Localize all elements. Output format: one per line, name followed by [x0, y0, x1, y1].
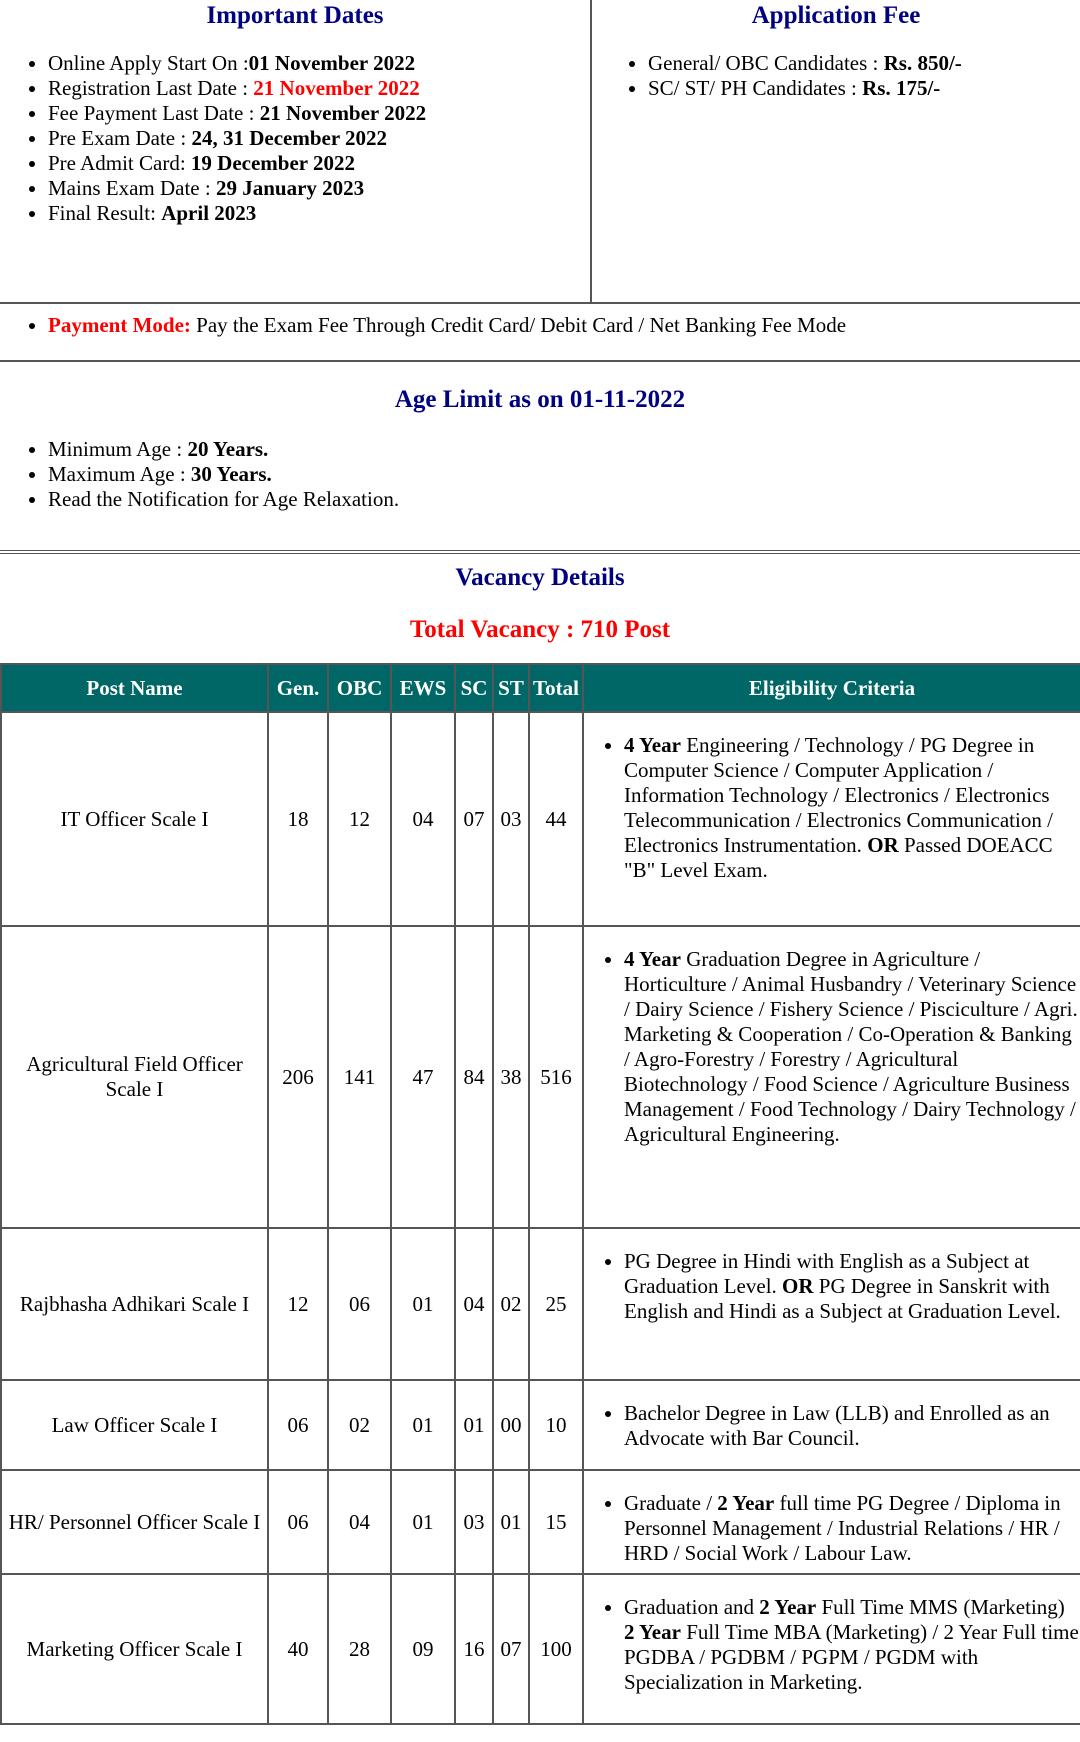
post-name-cell: HR/ Personnel Officer Scale I	[1, 1470, 268, 1574]
date-label: Online Apply Start On :	[48, 51, 249, 75]
eligibility-cell	[583, 1574, 1080, 1724]
eligibility-text: Passed DOEACC "B" Level Exam.	[624, 833, 1053, 882]
date-label: Registration Last Date :	[48, 76, 254, 100]
vacancy-details-title: Vacancy Details	[455, 564, 625, 591]
ews-cell: 04	[391, 712, 455, 926]
date-label: Final Result:	[48, 201, 162, 225]
header-post-name: Post Name	[1, 664, 268, 712]
eligibility-text: Graduate /	[624, 1491, 718, 1515]
age-label: Minimum Age :	[48, 437, 188, 461]
date-label: Pre Exam Date :	[48, 126, 192, 150]
age-limit-list	[0, 437, 399, 512]
post-name-cell: IT Officer Scale I	[1, 712, 268, 926]
date-value: 29 January 2023	[215, 176, 365, 200]
date-item	[48, 76, 590, 101]
date-value: 21 November 2022	[259, 101, 427, 125]
eligibility-emphasis: 2 Year	[759, 1595, 817, 1619]
application-fee-panel	[592, 0, 1080, 302]
eligibility-text: PG Degree in Hindi with English as a Subject at Graduation Level.	[624, 1249, 1030, 1298]
important-dates-list	[0, 51, 590, 226]
eligibility-emphasis: 4 Year	[624, 733, 681, 757]
gen-cell: 12	[268, 1228, 328, 1380]
total-cell: 44	[529, 712, 583, 926]
table-row	[1, 1574, 1080, 1724]
obc-cell: 04	[328, 1470, 391, 1574]
sc-cell: 04	[455, 1228, 493, 1380]
sc-cell: 07	[455, 712, 493, 926]
table-row	[1, 1228, 1080, 1380]
obc-cell: 141	[328, 926, 391, 1228]
header-total: Total	[529, 664, 583, 712]
eligibility-emphasis: 2 Year	[624, 1620, 681, 1644]
date-value-highlight: 21 November 2022	[253, 76, 420, 100]
obc-cell: 28	[328, 1574, 391, 1724]
eligibility-text: PG Degree in Sanskrit with English and Hindi as a Subject at Graduation Level.	[624, 1274, 1061, 1323]
st-cell: 38	[493, 926, 529, 1228]
total-cell: 25	[529, 1228, 583, 1380]
eligibility-cell	[583, 926, 1080, 1228]
total-cell: 15	[529, 1470, 583, 1574]
date-item	[48, 51, 590, 76]
header-obc: OBC	[328, 664, 391, 712]
gen-cell: 206	[268, 926, 328, 1228]
eligibility-text: Graduation and	[624, 1595, 760, 1619]
eligibility-emphasis: 2 Year	[717, 1491, 775, 1515]
vacancy-table	[0, 663, 1080, 1725]
post-name-cell: Law Officer Scale I	[1, 1380, 268, 1470]
important-dates-title: Important Dates	[206, 2, 384, 29]
st-cell: 03	[493, 712, 529, 926]
total-cell: 100	[529, 1574, 583, 1724]
eligibility-text: Full Time MMS (Marketing)	[816, 1595, 1065, 1619]
fee-label: General/ OBC Candidates :	[648, 51, 884, 75]
gen-cell: 06	[268, 1470, 328, 1574]
eligibility-list	[584, 1595, 1080, 1695]
eligibility-list	[584, 1249, 1080, 1324]
obc-cell: 06	[328, 1228, 391, 1380]
post-name-cell: Rajbhasha Adhikari Scale I	[1, 1228, 268, 1380]
eligibility-emphasis: OR	[867, 833, 899, 857]
eligibility-item	[624, 1491, 1080, 1566]
total-vacancy: Total Vacancy : 710 Post	[409, 616, 671, 643]
eligibility-text: Engineering / Technology / PG Degree in Computer Science / Computer Application / Information Technology / Electronics / Electronics Telecommunication / Electronics Communication / Electronics Instrumentation.	[624, 733, 1053, 857]
eligibility-cell	[583, 712, 1080, 926]
total-cell: 10	[529, 1380, 583, 1470]
table-row	[1, 1470, 1080, 1574]
ews-cell: 01	[391, 1470, 455, 1574]
age-item	[48, 462, 399, 487]
date-item	[48, 201, 590, 226]
sc-cell: 01	[455, 1380, 493, 1470]
date-label: Mains Exam Date :	[48, 176, 216, 200]
age-limit-section	[0, 362, 1080, 554]
eligibility-list	[584, 1491, 1080, 1566]
application-fee-title: Application Fee	[751, 2, 921, 29]
total-cell: 516	[529, 926, 583, 1228]
ews-cell: 01	[391, 1380, 455, 1470]
eligibility-emphasis: 4 Year	[624, 947, 681, 971]
date-value: April 2023	[161, 201, 257, 225]
table-row	[1, 926, 1080, 1228]
header-ews: EWS	[391, 664, 455, 712]
age-item	[48, 487, 399, 512]
obc-cell: 02	[328, 1380, 391, 1470]
eligibility-text: Full Time MBA (Marketing) / 2 Year Full time PGDBA / PGDBM / PGPM / PGDM with Specialization in Marketing.	[624, 1620, 1079, 1694]
st-cell: 00	[493, 1380, 529, 1470]
gen-cell: 06	[268, 1380, 328, 1470]
eligibility-item	[624, 1249, 1080, 1324]
sc-cell: 84	[455, 926, 493, 1228]
vacancy-table-body	[1, 712, 1080, 1724]
date-value: 24, 31 December 2022	[191, 126, 388, 150]
eligibility-text: Graduation Degree in Agriculture / Horticulture / Animal Husbandry / Veterinary Science / Dairy Science / Fishery Science / Pisciculture / Agri. Marketing & Cooperation / Co-Operation & Banking / Agro-Forestry / Forestry / Agricultural Biotechnology / Food Science / Agriculture Business Management / Food Technology / Dairy Technology / Agricultural Engineering.	[624, 947, 1078, 1146]
obc-cell: 12	[328, 712, 391, 926]
header-eligibility: Eligibility Criteria	[583, 664, 1080, 712]
payment-mode-text: Pay the Exam Fee Through Credit Card/ Debit Card / Net Banking Fee Mode	[190, 313, 847, 337]
age-item	[48, 437, 399, 462]
eligibility-item	[624, 733, 1080, 883]
eligibility-text: full time PG Degree / Diploma in Personnel Management / Industrial Relations / HR / HRD / Social Work / Labour Law.	[624, 1491, 1061, 1565]
eligibility-item	[624, 1401, 1080, 1451]
age-note: Read the Notification for Age Relaxation.	[48, 487, 400, 511]
date-value: 19 December 2022	[190, 151, 355, 175]
eligibility-item	[624, 947, 1080, 1147]
st-cell: 07	[493, 1574, 529, 1724]
st-cell: 01	[493, 1470, 529, 1574]
date-item	[48, 101, 590, 126]
payment-mode-item	[48, 313, 1080, 338]
date-item	[48, 126, 590, 151]
ews-cell: 01	[391, 1228, 455, 1380]
post-name-cell: Agricultural Field Officer Scale I	[1, 926, 268, 1228]
application-fee-list	[592, 51, 1080, 101]
sc-cell: 03	[455, 1470, 493, 1574]
fee-item	[648, 51, 1080, 76]
fee-item	[648, 76, 1080, 101]
table-row	[1, 1380, 1080, 1470]
table-header-row	[1, 664, 1080, 712]
header-gen: Gen.	[268, 664, 328, 712]
age-limit-title: Age Limit as on 01-11-2022	[394, 386, 686, 413]
gen-cell: 40	[268, 1574, 328, 1724]
payment-mode-list	[0, 313, 1080, 338]
fee-label: SC/ ST/ PH Candidates :	[648, 76, 863, 100]
eligibility-cell	[583, 1380, 1080, 1470]
eligibility-text: Bachelor Degree in Law (LLB) and Enrolled as an Advocate with Bar Council.	[624, 1401, 1050, 1450]
date-item	[48, 176, 590, 201]
important-dates-panel	[0, 0, 592, 302]
header-st: ST	[493, 664, 529, 712]
age-value: 30 Years.	[190, 462, 272, 486]
ews-cell: 09	[391, 1574, 455, 1724]
eligibility-list	[584, 1401, 1080, 1451]
eligibility-emphasis: OR	[782, 1274, 814, 1298]
date-label: Fee Payment Last Date :	[48, 101, 260, 125]
gen-cell: 18	[268, 712, 328, 926]
dates-fee-section	[0, 0, 1080, 304]
date-item	[48, 151, 590, 176]
fee-value: Rs. 850/-	[883, 51, 962, 75]
sc-cell: 16	[455, 1574, 493, 1724]
eligibility-list	[584, 947, 1080, 1147]
date-value: 01 November 2022	[248, 51, 416, 75]
eligibility-cell	[583, 1470, 1080, 1574]
payment-mode-label: Payment Mode:	[48, 313, 191, 337]
eligibility-list	[584, 733, 1080, 883]
header-sc: SC	[455, 664, 493, 712]
table-row	[1, 712, 1080, 926]
eligibility-cell	[583, 1228, 1080, 1380]
ews-cell: 47	[391, 926, 455, 1228]
payment-mode-section	[0, 304, 1080, 362]
age-label: Maximum Age :	[48, 462, 191, 486]
age-value: 20 Years.	[187, 437, 269, 461]
post-name-cell: Marketing Officer Scale I	[1, 1574, 268, 1724]
eligibility-item	[624, 1595, 1080, 1695]
date-label: Pre Admit Card:	[48, 151, 191, 175]
st-cell: 02	[493, 1228, 529, 1380]
fee-value: Rs. 175/-	[862, 76, 941, 100]
